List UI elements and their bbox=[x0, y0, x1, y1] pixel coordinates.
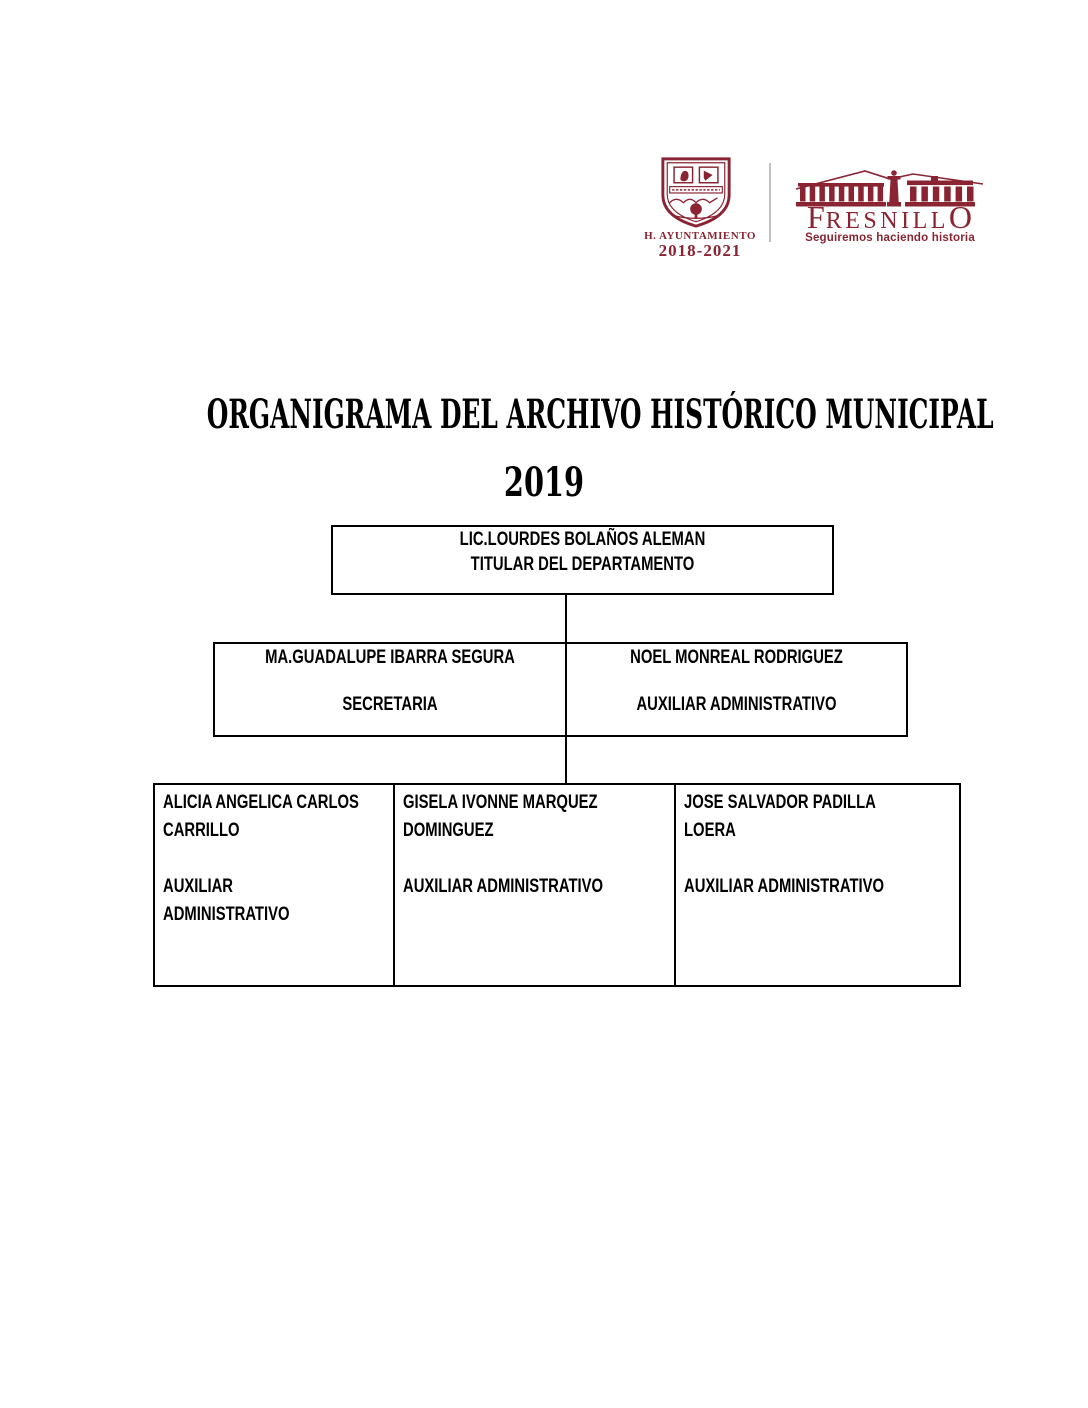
org-box-text bbox=[403, 789, 666, 901]
person-name: NOEL MONREAL RODRIGUEZ bbox=[630, 647, 843, 668]
org-box-auxiliar-carlos bbox=[155, 785, 395, 985]
person-name-line1: ALICIA ANGELICA CARLOS bbox=[163, 792, 359, 813]
person-name-line2: LOERA bbox=[684, 820, 736, 841]
person-role: SECRETARIA bbox=[342, 694, 438, 715]
person-name: MA.GUADALUPE IBARRA SEGURA bbox=[265, 647, 515, 668]
org-box-auxiliar-marquez bbox=[395, 785, 676, 985]
org-box-department-head bbox=[331, 525, 834, 595]
org-box-text bbox=[215, 646, 565, 717]
crest-caption: H. AYUNTAMIENTO bbox=[644, 230, 756, 242]
person-name-line2: CARRILLO bbox=[163, 820, 240, 841]
org-box-text bbox=[163, 789, 385, 929]
org-row-level2 bbox=[213, 642, 908, 737]
person-role-line2: ADMINISTRATIVO bbox=[163, 904, 290, 925]
org-box-text bbox=[333, 527, 832, 577]
connector-line-top bbox=[565, 595, 567, 642]
person-role-line1: AUXILIAR ADMINISTRATIVO bbox=[403, 876, 604, 897]
logo-divider bbox=[769, 163, 771, 242]
wordmark-middle: RESNILL bbox=[825, 208, 949, 234]
document-year: 2019 bbox=[503, 459, 585, 506]
person-name-line2: DOMINGUEZ bbox=[403, 820, 494, 841]
person-name-line1: GISELA IVONNE MARQUEZ bbox=[403, 792, 598, 813]
person-role: AUXILIAR ADMINISTRATIVO bbox=[636, 694, 837, 715]
person-role-line1: AUXILIAR bbox=[163, 876, 233, 897]
person-name: LIC.LOURDES BOLAÑOS ALEMAN bbox=[459, 529, 706, 550]
crest-years: 2018-2021 bbox=[658, 241, 742, 260]
org-box-text bbox=[567, 646, 906, 717]
blank-line bbox=[567, 670, 906, 693]
org-box-auxiliar-padilla bbox=[676, 785, 959, 985]
org-box-secretaria bbox=[215, 644, 567, 735]
org-box-auxiliar-monreal bbox=[567, 644, 906, 735]
wordmark-initial: F bbox=[806, 199, 826, 235]
person-role-line1: AUXILIAR ADMINISTRATIVO bbox=[684, 876, 885, 897]
blank-line bbox=[215, 670, 565, 693]
blank-line bbox=[403, 845, 666, 873]
org-box-text bbox=[684, 789, 951, 901]
coat-of-arms-icon bbox=[656, 154, 736, 230]
blank-line bbox=[163, 845, 385, 873]
org-row-level3 bbox=[153, 783, 961, 987]
document-title: ORGANIGRAMA DEL ARCHIVO HISTÓRICO MUNICIPAL bbox=[206, 391, 994, 438]
person-name-line1: JOSE SALVADOR PADILLA bbox=[684, 792, 876, 813]
wordmark-final: O bbox=[948, 199, 974, 235]
fresnillo-tagline: Seguiremos haciendo historia bbox=[805, 232, 975, 244]
blank-line bbox=[684, 845, 951, 873]
connector-line-bottom bbox=[565, 737, 567, 783]
person-role: TITULAR DEL DEPARTAMENTO bbox=[470, 554, 695, 575]
